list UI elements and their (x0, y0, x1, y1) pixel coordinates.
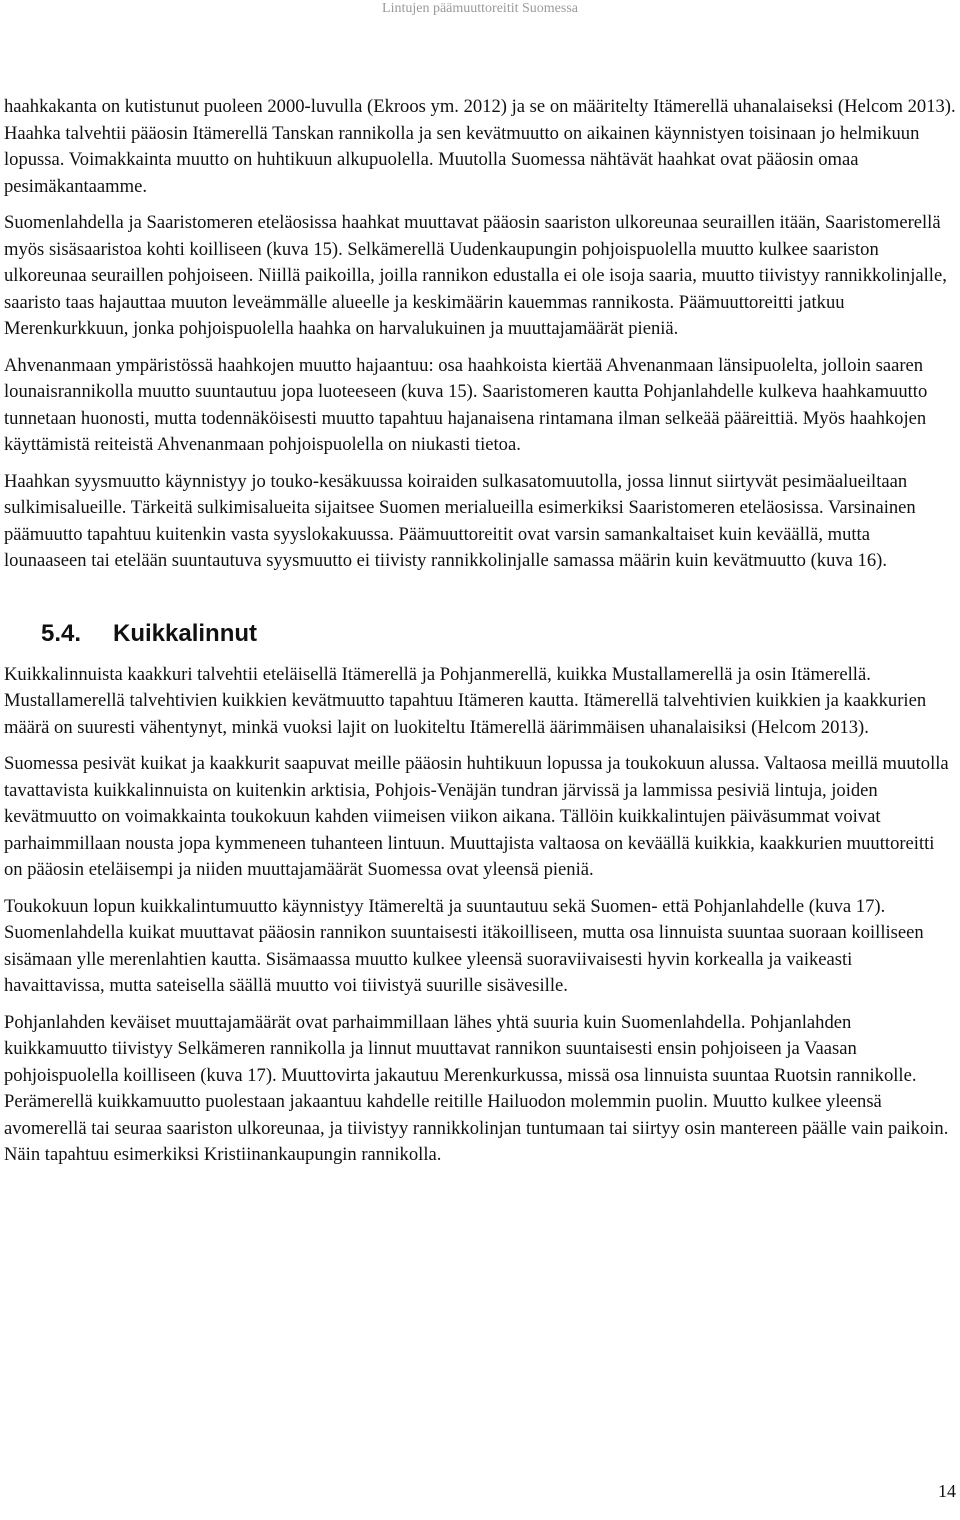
page-number: 14 (938, 1481, 956, 1501)
paragraph: Suomenlahdella ja Saaristomeren eteläosissa haahkat muuttavat pääosin saariston ulkoreunaa seuraillen itään, Saaristomerellä myös sisäsaaristoa kohti koilliseen (kuva 15). Selkämerellä Uudenkaupungin pohjoispuolella muutto kulkee saariston ulkoreunaa seuraillen pohjoiseen. Niillä paikoilla, joilla rannikon edustalla ei ole isoja saaria, muutto tiivistyy rannikkolinjalle, saaristo taas hajauttaa muuton leveämmälle alueelle ja keskimäärin kauemmas rannikosta. Päämuuttoreitti jatkuu Merenkurkkuun, jonka pohjoispuolella haahka on harvalukuinen ja muuttajamäärät pieniä. (4, 212, 947, 339)
section-heading (41, 619, 957, 649)
paragraph: Haahkan syysmuutto käynnistyy jo touko-kesäkuussa koiraiden sulkasatomuutolla, jossa linnut siirtyvät pesimäalueiltaan sulkimisalueille. Tärkeitä sulkimisalueita sijaitsee Suomen merialueilla esimerkiksi Saaristomeren eteläosissa. Varsinainen päämuutto tapahtuu kuitenkin vasta syyslokakuussa. Päämuuttoreitit ovat varsin samankaltaiset kuin keväällä, mutta lounaaseen tai etelään suuntautuva syysmuutto ei tiivisty rannikkolinjalle samassa määrin kuin kevätmuutto (kuva 16). (4, 470, 916, 571)
paragraph: haahkakanta on kutistunut puoleen 2000-luvulla (Ekroos ym. 2012) ja se on määritelty Itämerellä uhanalaiseksi (Helcom 2013). Haahka talvehtii pääosin Itämerellä Tanskan rannikolla ja sen kevätmuutto on aikainen käynnistyen toisinaan jo helmikuun lopussa. Voimakkainta muutto on huhtikuun alkupuolella. Muutolla Suomessa nähtävät haahkat ovat pääosin omaa pesimäkantaamme. (4, 96, 956, 197)
paragraph: Suomessa pesivät kuikat ja kaakkurit saapuvat meille pääosin huhtikuun lopussa ja toukokuun alussa. Valtaosa meillä muutolla tavattavista kuikkalinnuista on kuitenkin arktisia, Pohjois-Venäjän tundran järvissä ja lammissa pesiviä lintuja, joiden kevätmuutto on voimakkainta toukokuun kahden viimeisen viikon aikana. Tällöin kuikkalintujen päiväsummat voivat parhaimmillaan nousta jopa kymmeneen tuhanteen lintuun. Muuttajista valtaosa on keväällä kuikkia, kaakkurien muuttoreitti on pääosin eteläisempi ja niiden muuttajamäärät Suomessa ovat yleensä pieniä. (4, 753, 949, 880)
section-title: Kuikkalinnut (113, 619, 258, 647)
paragraph: Ahvenanmaan ympäristössä haahkojen muutto hajaantuu: osa haahkoista kiertää Ahvenanmaan länsipuolelta, jolloin saaren lounaisrannikolla muutto suuntautuu jopa luoteeseen (kuva 15). Saaristomeren kautta Pohjanlahdelle kulkeva haahkamuutto tunnetaan huonosti, mutta todennäköisesti muutto tapahtuu hajanaisena rintamana ilman selkeää pääreittiä. Myös haahkojen käyttämistä reiteistä Ahvenanmaan pohjoispuolella on niukasti tietoa. (4, 354, 928, 455)
section-number: 5.4. (41, 619, 82, 647)
running-header: Lintujen päämuuttoreitit Suomessa (382, 1, 578, 16)
paragraph: Pohjanlahden keväiset muuttajamäärät ovat parhaimmillaan lähes yhtä suuria kuin Suomenlahdella. Pohjanlahden kuikkamuutto tiivistyy Selkämeren rannikolla ja linnut muuttavat rannikon suuntaisesti ensin pohjoiseen ja Vaasan pohjoispuolella koilliseen (kuva 17). Muuttovirta jakautuu Merenkurkussa, missä osa linnuista suuntaa Ruotsin rannikolle. Perämerellä kuikkamuutto puolestaan jakaantuu kahdelle reitille Hailuodon molemmin puolin. Muutto kulkee yleensä avomerellä tai seuraa saariston ulkoreunaa, ja tiivistyy rannikkolinjan tuntumaan tai siirtyy osin mantereen päälle vain paikoin. Näin tapahtuu esimerkiksi Kristiinankaupungin rannikolla. (4, 1011, 949, 1165)
paragraph: Toukokuun lopun kuikkalintumuutto käynnistyy Itämereltä ja suuntautuu sekä Suomen- että Pohjanlahdelle (kuva 17). Suomenlahdella kuikat muuttavat pääosin rannikon suuntaisesti itäkoilliseen, mutta osa linnuista suuntaa suoraan koilliseen sisämaan ylle merenlahtien kautta. Sisämaassa muutto kulkee yleensä suoraviivaisesti hyvin korkealla ja vaikeasti havaittavissa, mutta sateisella säällä muutto voi tiivistyä suurille sisävesille. (4, 895, 924, 996)
paragraph: Kuikkalinnuista kaakkuri talvehtii eteläisellä Itämerellä ja Pohjanmerellä, kuikka Mustallamerellä ja osin Itämerellä. Mustallamerellä talvehtivien kuikkien kevätmuutto tapahtuu Itämeren kautta. Itämerellä talvehtivien kuikkien ja kaakkurien määrä on suuresti vähentynyt, minkä vuoksi lajit on luokiteltu Itämerellä äärimmäisen uhanalaisiksi (Helcom 2013). (4, 663, 927, 738)
page-body (4, 94, 957, 1179)
